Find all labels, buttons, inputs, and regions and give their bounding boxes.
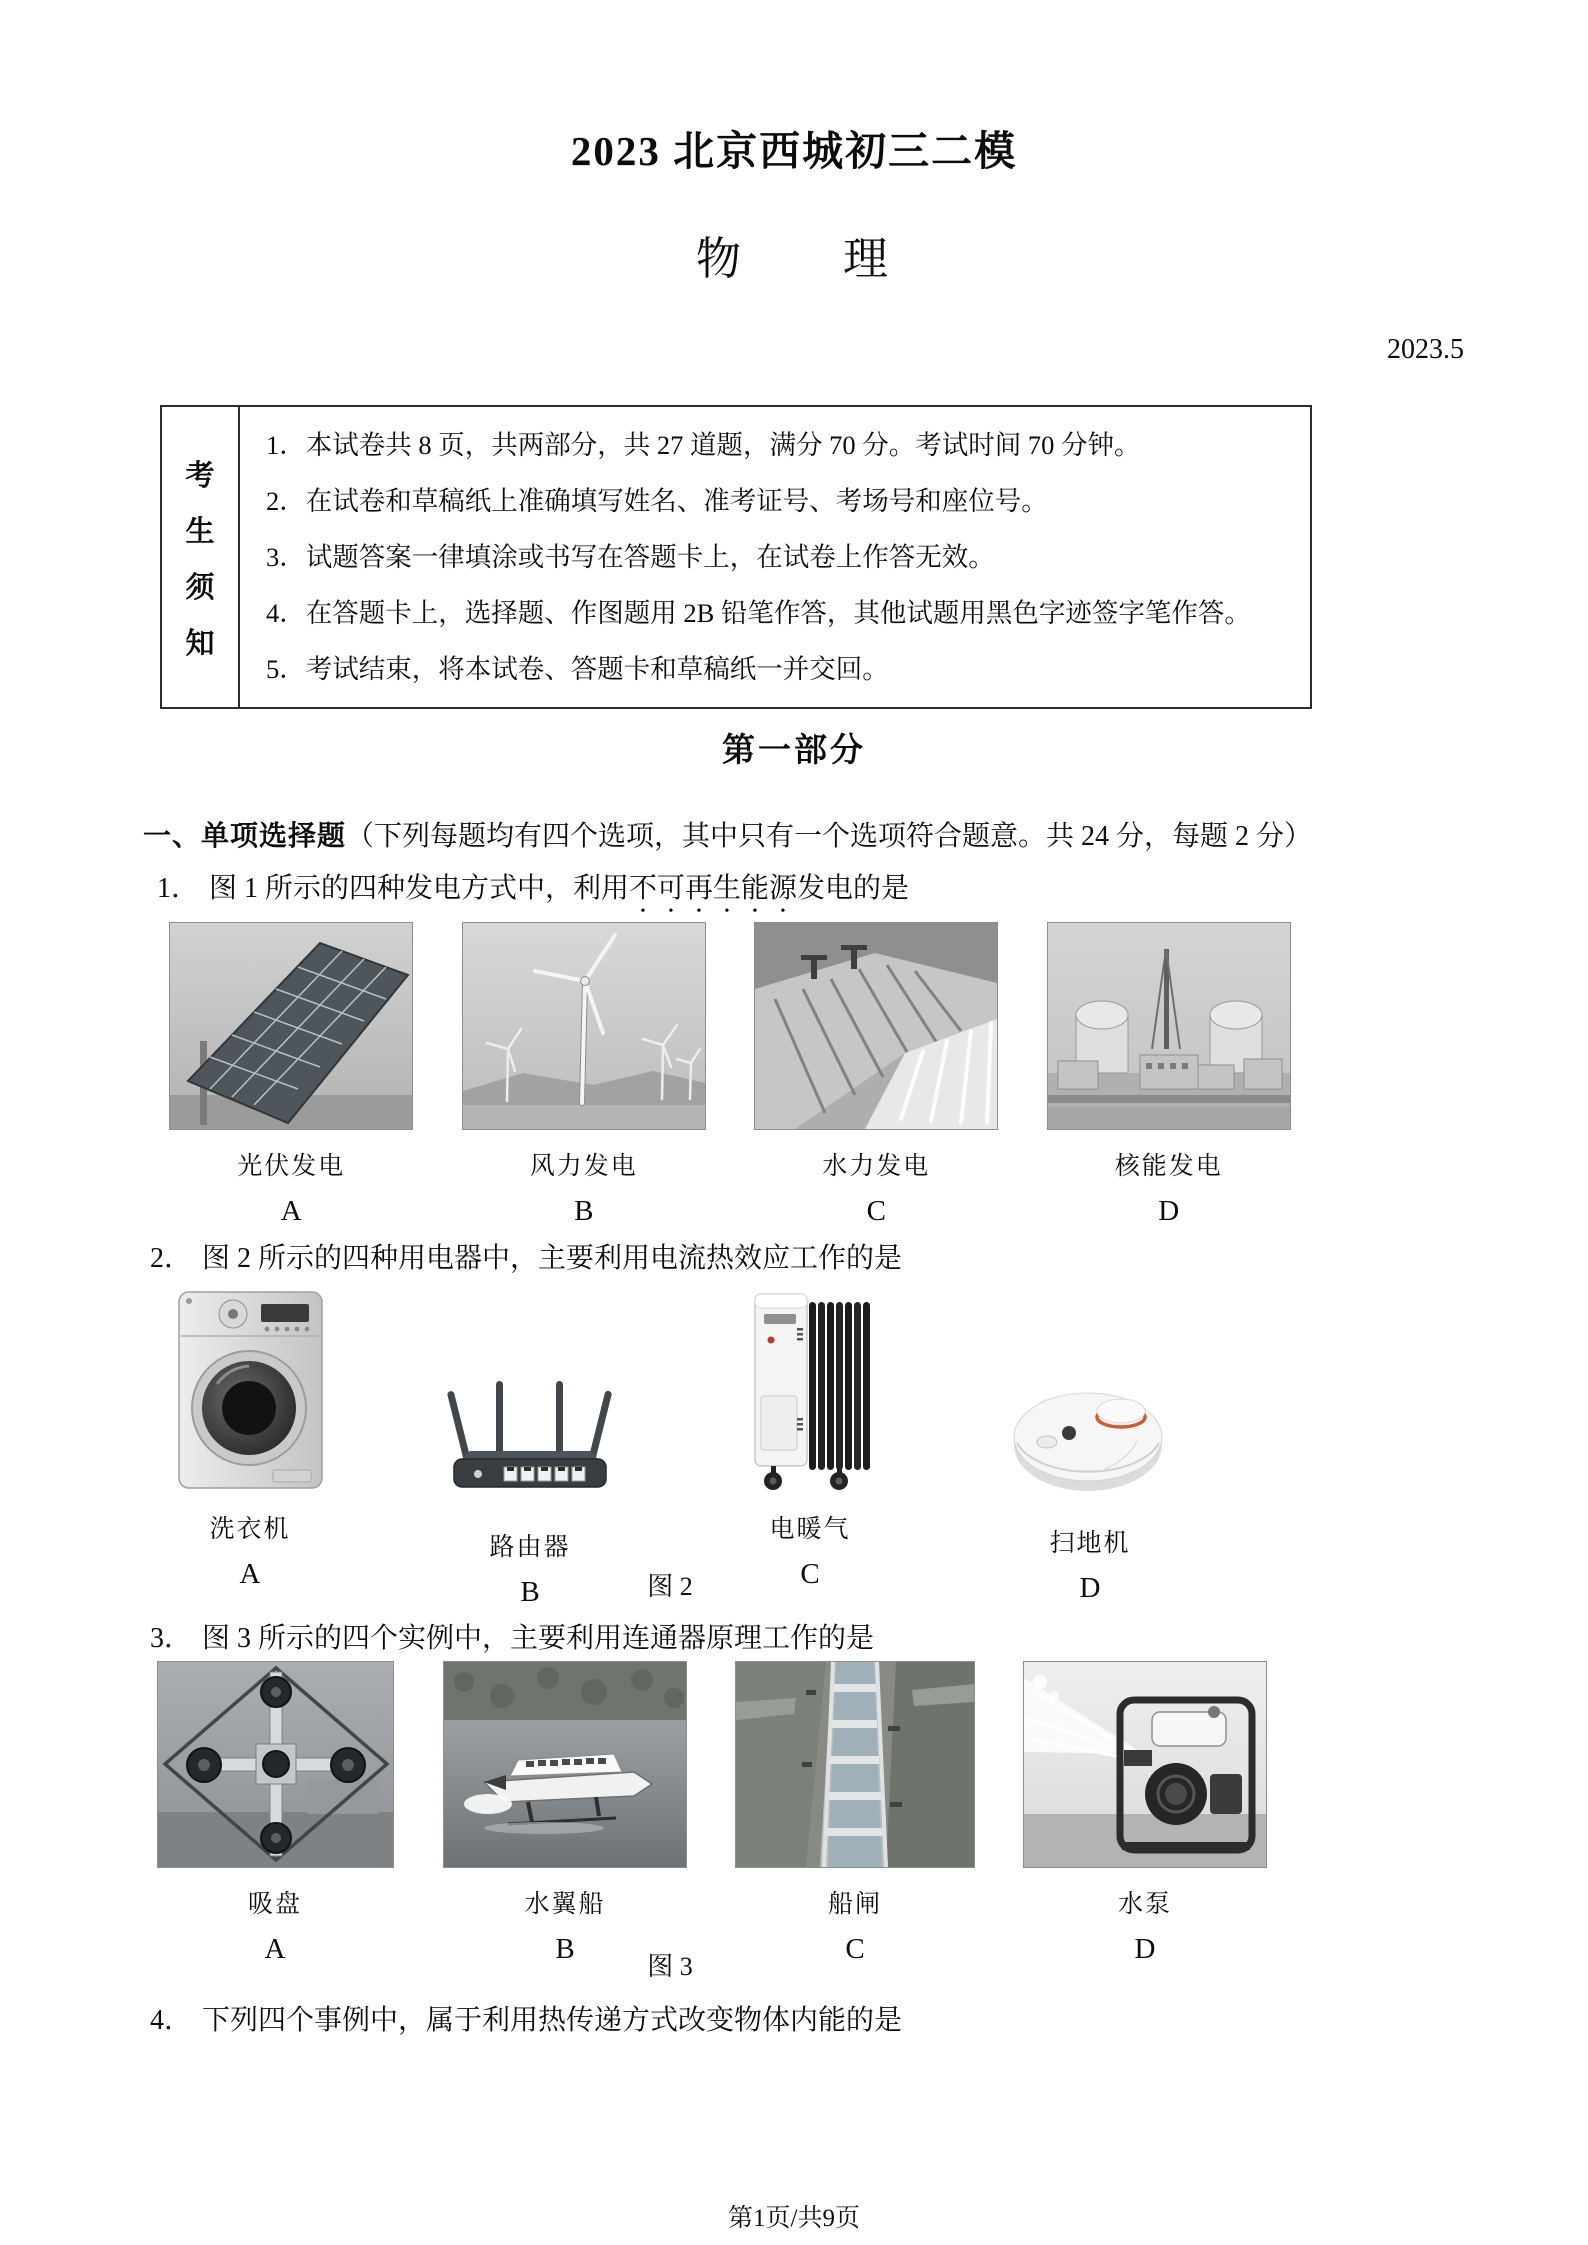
option-c-caption: 船闸	[827, 1891, 882, 1918]
option-a-caption: 光伏发电	[237, 1153, 346, 1180]
notice-item: 1．本试卷共 8 页，共两部分，共 27 道题，满分 70 分。考试时间 70 分钟。	[266, 430, 1141, 460]
option-c-figure	[730, 924, 1023, 1228]
notice-side-char: 生	[185, 515, 215, 548]
oil-heater-photo	[749, 1288, 871, 1493]
notice-item: 2．在试卷和草稿纸上准确填写姓名、准考证号、考场号和座位号。	[266, 486, 1048, 516]
question-4-text-body: 下列四个事例中，属于利用热传递方式改变物体内能的是	[202, 2005, 903, 2036]
question-2-text	[150, 1236, 902, 1276]
option-d-caption: 水泵	[1117, 1891, 1172, 1918]
router-photo	[444, 1381, 616, 1493]
hydro-dam-photo	[754, 922, 998, 1130]
question-3-text-body: 图 3 所示的四个实例中，主要利用连通器原理工作的是	[202, 1623, 875, 1654]
subject-title: 物 理	[695, 234, 892, 284]
candidate-notice-box	[160, 405, 1312, 709]
option-d-figure	[950, 1288, 1230, 1609]
option-c-figure	[670, 1288, 950, 1609]
option-a-figure	[145, 924, 438, 1228]
section-one-heading	[143, 814, 1312, 854]
notice-item: 4．在答题卡上，选择题、作图题用 2B 铅笔作答，其他试题用黑色字迹签字笔作答。	[266, 598, 1251, 628]
hydrofoil-boat-photo	[443, 1661, 687, 1868]
option-b-figure	[438, 924, 731, 1228]
robot-vacuum-photo	[1009, 1381, 1171, 1493]
question-number: 1．	[157, 873, 200, 904]
page-number-indicator: 第1页/共9页	[728, 2205, 860, 2232]
option-a-letter: A	[280, 1195, 302, 1227]
question-number: 4．	[150, 2005, 193, 2036]
option-c-figure	[710, 1662, 1000, 1966]
ship-lock-photo	[735, 1661, 975, 1868]
question-2-text-body: 图 2 所示的四种用电器中，主要利用电流热效应工作的是	[202, 1243, 903, 1274]
option-c-letter: C	[866, 1195, 886, 1227]
notice-item: 5．考试结束，将本试卷、答题卡和草稿纸一并交回。	[266, 654, 889, 684]
wind-turbines-photo	[462, 922, 706, 1130]
exam-date: 2023.5	[1387, 334, 1464, 365]
part-one-heading: 第一部分	[722, 731, 866, 768]
option-b-figure	[390, 1288, 670, 1609]
figure-3-label: 图 3	[647, 1952, 693, 1981]
option-a-figure	[110, 1288, 390, 1609]
section-one-note: （下列每题均有四个选项，其中只有一个选项符合题意。共 24 分，每题 2 分）	[346, 821, 1313, 852]
option-d-letter: D	[1134, 1933, 1156, 1965]
notice-side-char: 考	[185, 459, 215, 492]
option-a-letter: A	[264, 1933, 286, 1965]
option-a-caption: 洗衣机	[209, 1516, 291, 1543]
option-d-caption: 核能发电	[1114, 1153, 1223, 1180]
question-1-figures	[145, 924, 1315, 1228]
section-one-title: 一、单项选择题	[143, 820, 347, 851]
option-c-letter: C	[800, 1558, 820, 1590]
water-pump-photo	[1023, 1661, 1267, 1868]
question-1-emphasized-text: 不可再生能源	[629, 873, 798, 904]
question-3-text	[150, 1616, 874, 1656]
question-number: 3．	[150, 1623, 193, 1654]
option-a-letter: A	[239, 1558, 261, 1590]
option-d-letter: D	[1158, 1195, 1180, 1227]
washing-machine-photo	[177, 1288, 324, 1493]
option-b-letter: B	[555, 1933, 575, 1965]
option-b-caption: 水翼船	[524, 1891, 606, 1918]
question-1-text	[157, 866, 909, 919]
solar-pv-photo	[169, 922, 413, 1130]
question-3-figures	[130, 1662, 1290, 1966]
option-b-caption: 风力发电	[529, 1153, 638, 1180]
nuclear-plant-photo	[1047, 922, 1291, 1130]
question-2-figures	[110, 1288, 1230, 1609]
question-4-text	[150, 1998, 902, 2038]
option-b-caption: 路由器	[489, 1534, 571, 1561]
suction-cup-lifter-photo	[157, 1661, 394, 1868]
option-a-figure	[130, 1662, 420, 1966]
option-c-caption: 电暖气	[769, 1516, 851, 1543]
option-c-letter: C	[845, 1933, 865, 1965]
figure-2-label: 图 2	[647, 1572, 693, 1601]
option-b-figure	[420, 1662, 710, 1966]
notice-item: 3．试题答案一律填涂或书写在答题卡上，在试卷上作答无效。	[266, 542, 995, 572]
option-d-figure	[1000, 1662, 1290, 1966]
option-a-caption: 吸盘	[247, 1891, 302, 1918]
option-d-letter: D	[1079, 1572, 1101, 1604]
question-1-text-before: 图 1 所示的四种发电方式中，利用	[209, 873, 630, 904]
option-b-letter: B	[574, 1195, 594, 1227]
notice-item-list	[240, 407, 1310, 707]
option-c-caption: 水力发电	[822, 1153, 931, 1180]
question-1-text-after: 发电的是	[797, 873, 910, 904]
notice-side-label	[162, 407, 240, 707]
option-d-caption: 扫地机	[1049, 1530, 1131, 1557]
option-d-figure	[1023, 924, 1316, 1228]
notice-side-char: 须	[185, 571, 215, 604]
option-b-letter: B	[520, 1576, 540, 1608]
notice-side-char: 知	[185, 627, 215, 660]
question-number: 2．	[150, 1243, 193, 1274]
page-title: 2023 北京西城初三二模	[570, 128, 1018, 174]
